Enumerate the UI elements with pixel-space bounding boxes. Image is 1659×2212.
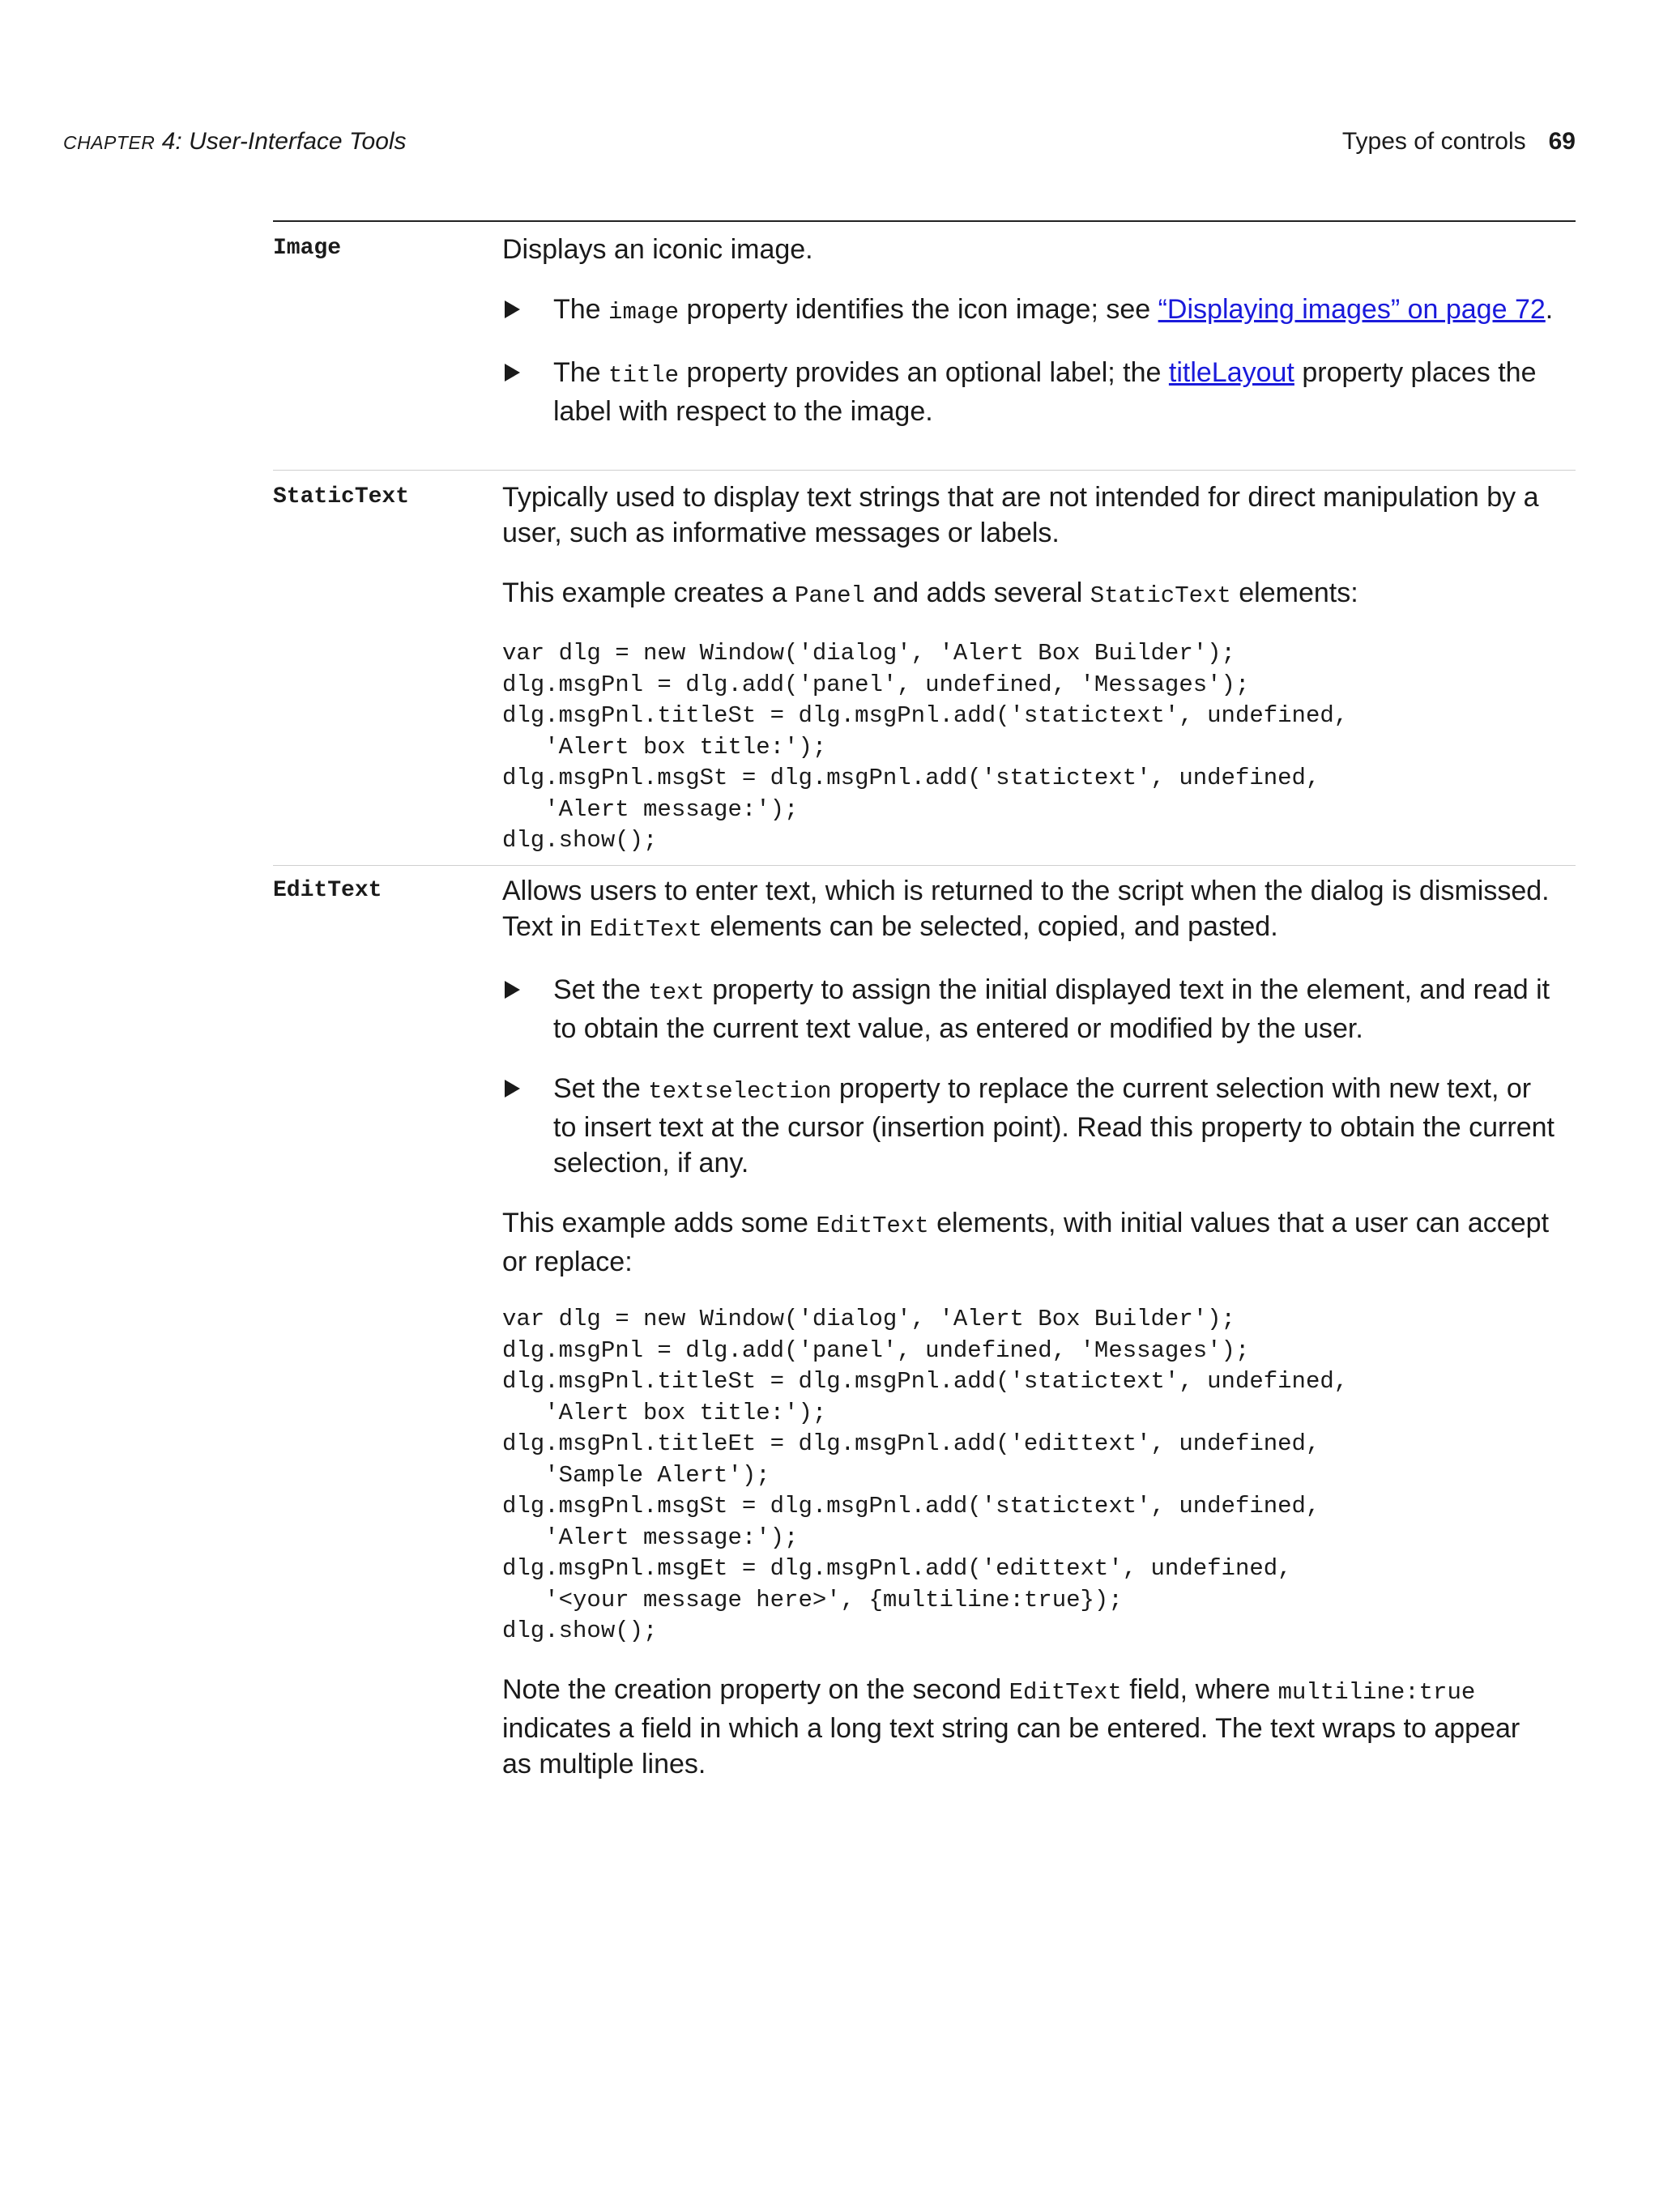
- code-multiline: multiline:true: [1277, 1678, 1476, 1706]
- image-description-block: [502, 232, 1555, 429]
- image-bullet-2: [502, 355, 1555, 429]
- text-run: property identifies the icon image; see: [679, 294, 1158, 325]
- statictext-code-example: var dlg = new Window('dialog', 'Alert Box Builder'); dlg.msgPnl = dlg.add('panel', undefined, 'Messages'); dlg.msgPnl.titleSt = dlg.msgPnl.add('statictext', undefined, 'Alert box title:'); dlg.msgPnl.msgSt = dlg.msgPnl.add('statictext', undefined, 'Alert message:'); dlg.show();: [502, 640, 1349, 854]
- row-divider: [273, 470, 1576, 471]
- text-run: .: [1545, 294, 1554, 325]
- link-titlelayout[interactable]: titleLayout: [1168, 357, 1294, 388]
- code-panel: Panel: [794, 582, 865, 609]
- text-run: Set the: [553, 1073, 649, 1104]
- link-displaying-images[interactable]: “Displaying images” on page 72: [1158, 294, 1546, 325]
- edittext-description-block: [502, 873, 1555, 1782]
- text-run: The: [553, 357, 609, 388]
- row-divider: [273, 865, 1576, 866]
- bullet-triangle-icon: [505, 300, 520, 318]
- statictext-description: Typically used to display text strings that are not intended for direct manipulation by a user, such as informative messages or labels.: [502, 482, 1539, 548]
- page-number: 69: [1548, 128, 1576, 155]
- bullet-triangle-icon: [505, 981, 520, 999]
- text-run: property provides an optional label; the: [679, 357, 1169, 388]
- code-statictext: StaticText: [1090, 582, 1231, 609]
- edittext-example-intro: [502, 1205, 1555, 1280]
- text-run: elements can be selected, copied, and pasted.: [702, 911, 1278, 942]
- text-run: Allows users to enter text, which is returned to the script when the dialog is dismissed. Text in: [502, 876, 1550, 942]
- edittext-bullet-1: [502, 972, 1555, 1046]
- section-title: Types of controls: [1341, 128, 1526, 155]
- statictext-description-block: [502, 479, 1555, 857]
- edittext-note: [502, 1672, 1555, 1782]
- text-run: field, where: [1121, 1673, 1278, 1705]
- text-run: property to assign the initial displayed text in the element, and read it to obtain the current text value, as entered or modified by the user.: [553, 974, 1550, 1044]
- code-edittext: EditText: [589, 916, 702, 943]
- text-run: property places the label with respect to the image.: [553, 357, 1537, 427]
- image-description: Displays an iconic image.: [502, 234, 813, 265]
- edittext-description: [502, 873, 1555, 948]
- bullet-triangle-icon: [505, 1080, 520, 1097]
- text-run: This example adds some: [502, 1208, 817, 1238]
- text-run: elements, with initial values that a user can accept or replace:: [502, 1208, 1550, 1277]
- running-header-chapter: [63, 128, 407, 156]
- text-run: and adds several: [864, 578, 1090, 608]
- edittext-bullet-2: [502, 1071, 1555, 1181]
- code-edittext: EditText: [816, 1213, 929, 1239]
- edittext-code-example: var dlg = new Window('dialog', 'Alert Box Builder'); dlg.msgPnl = dlg.add('panel', undefined, 'Messages'); dlg.msgPnl.titleSt = dlg.msgPnl.add('statictext', undefined, 'Alert box title:'); dlg.msgPnl.titleEt = dlg.msgPnl.add('edittext', undefined, 'Sample Alert'); dlg.msgPnl.msgSt = dlg.msgPnl.add('statictext', undefined, 'Alert message:'); dlg.msgPnl.msgEt = dlg.msgPnl.add('edittext', undefined, '<your message here>', {multiline:true}); dlg.show();: [502, 1306, 1349, 1644]
- code-textselection: textselection: [648, 1078, 832, 1105]
- text-run: indicates a field in which a long text string can be entered. The text wraps to appear as multiple lines.: [502, 1712, 1520, 1779]
- code-text: text: [648, 979, 705, 1006]
- running-header-section: [1342, 128, 1576, 156]
- statictext-example-intro: [502, 575, 1555, 614]
- text-run: Set the: [553, 974, 649, 1005]
- bullet-triangle-icon: [505, 364, 520, 381]
- text-run: The: [553, 294, 609, 325]
- term-edittext: EditText: [273, 878, 382, 903]
- chapter-title: 4: User-Interface Tools: [155, 128, 407, 155]
- term-image: Image: [273, 236, 342, 261]
- code-title: title: [608, 362, 680, 389]
- text-run: This example creates a: [502, 578, 795, 608]
- text-run: Note the creation property on the second: [502, 1673, 1009, 1705]
- text-run: elements:: [1230, 578, 1358, 608]
- code-edittext: EditText: [1009, 1678, 1122, 1706]
- code-image: image: [608, 299, 680, 326]
- chapter-label: CHAPTER: [63, 132, 156, 153]
- text-run: property to replace the current selection with new text, or to insert text at the cursor (insertion point). Read this property to obtain the current selection, if any.: [553, 1073, 1555, 1178]
- term-statictext: StaticText: [273, 484, 410, 509]
- image-bullet-1: [502, 292, 1555, 330]
- table-top-rule: [273, 220, 1576, 222]
